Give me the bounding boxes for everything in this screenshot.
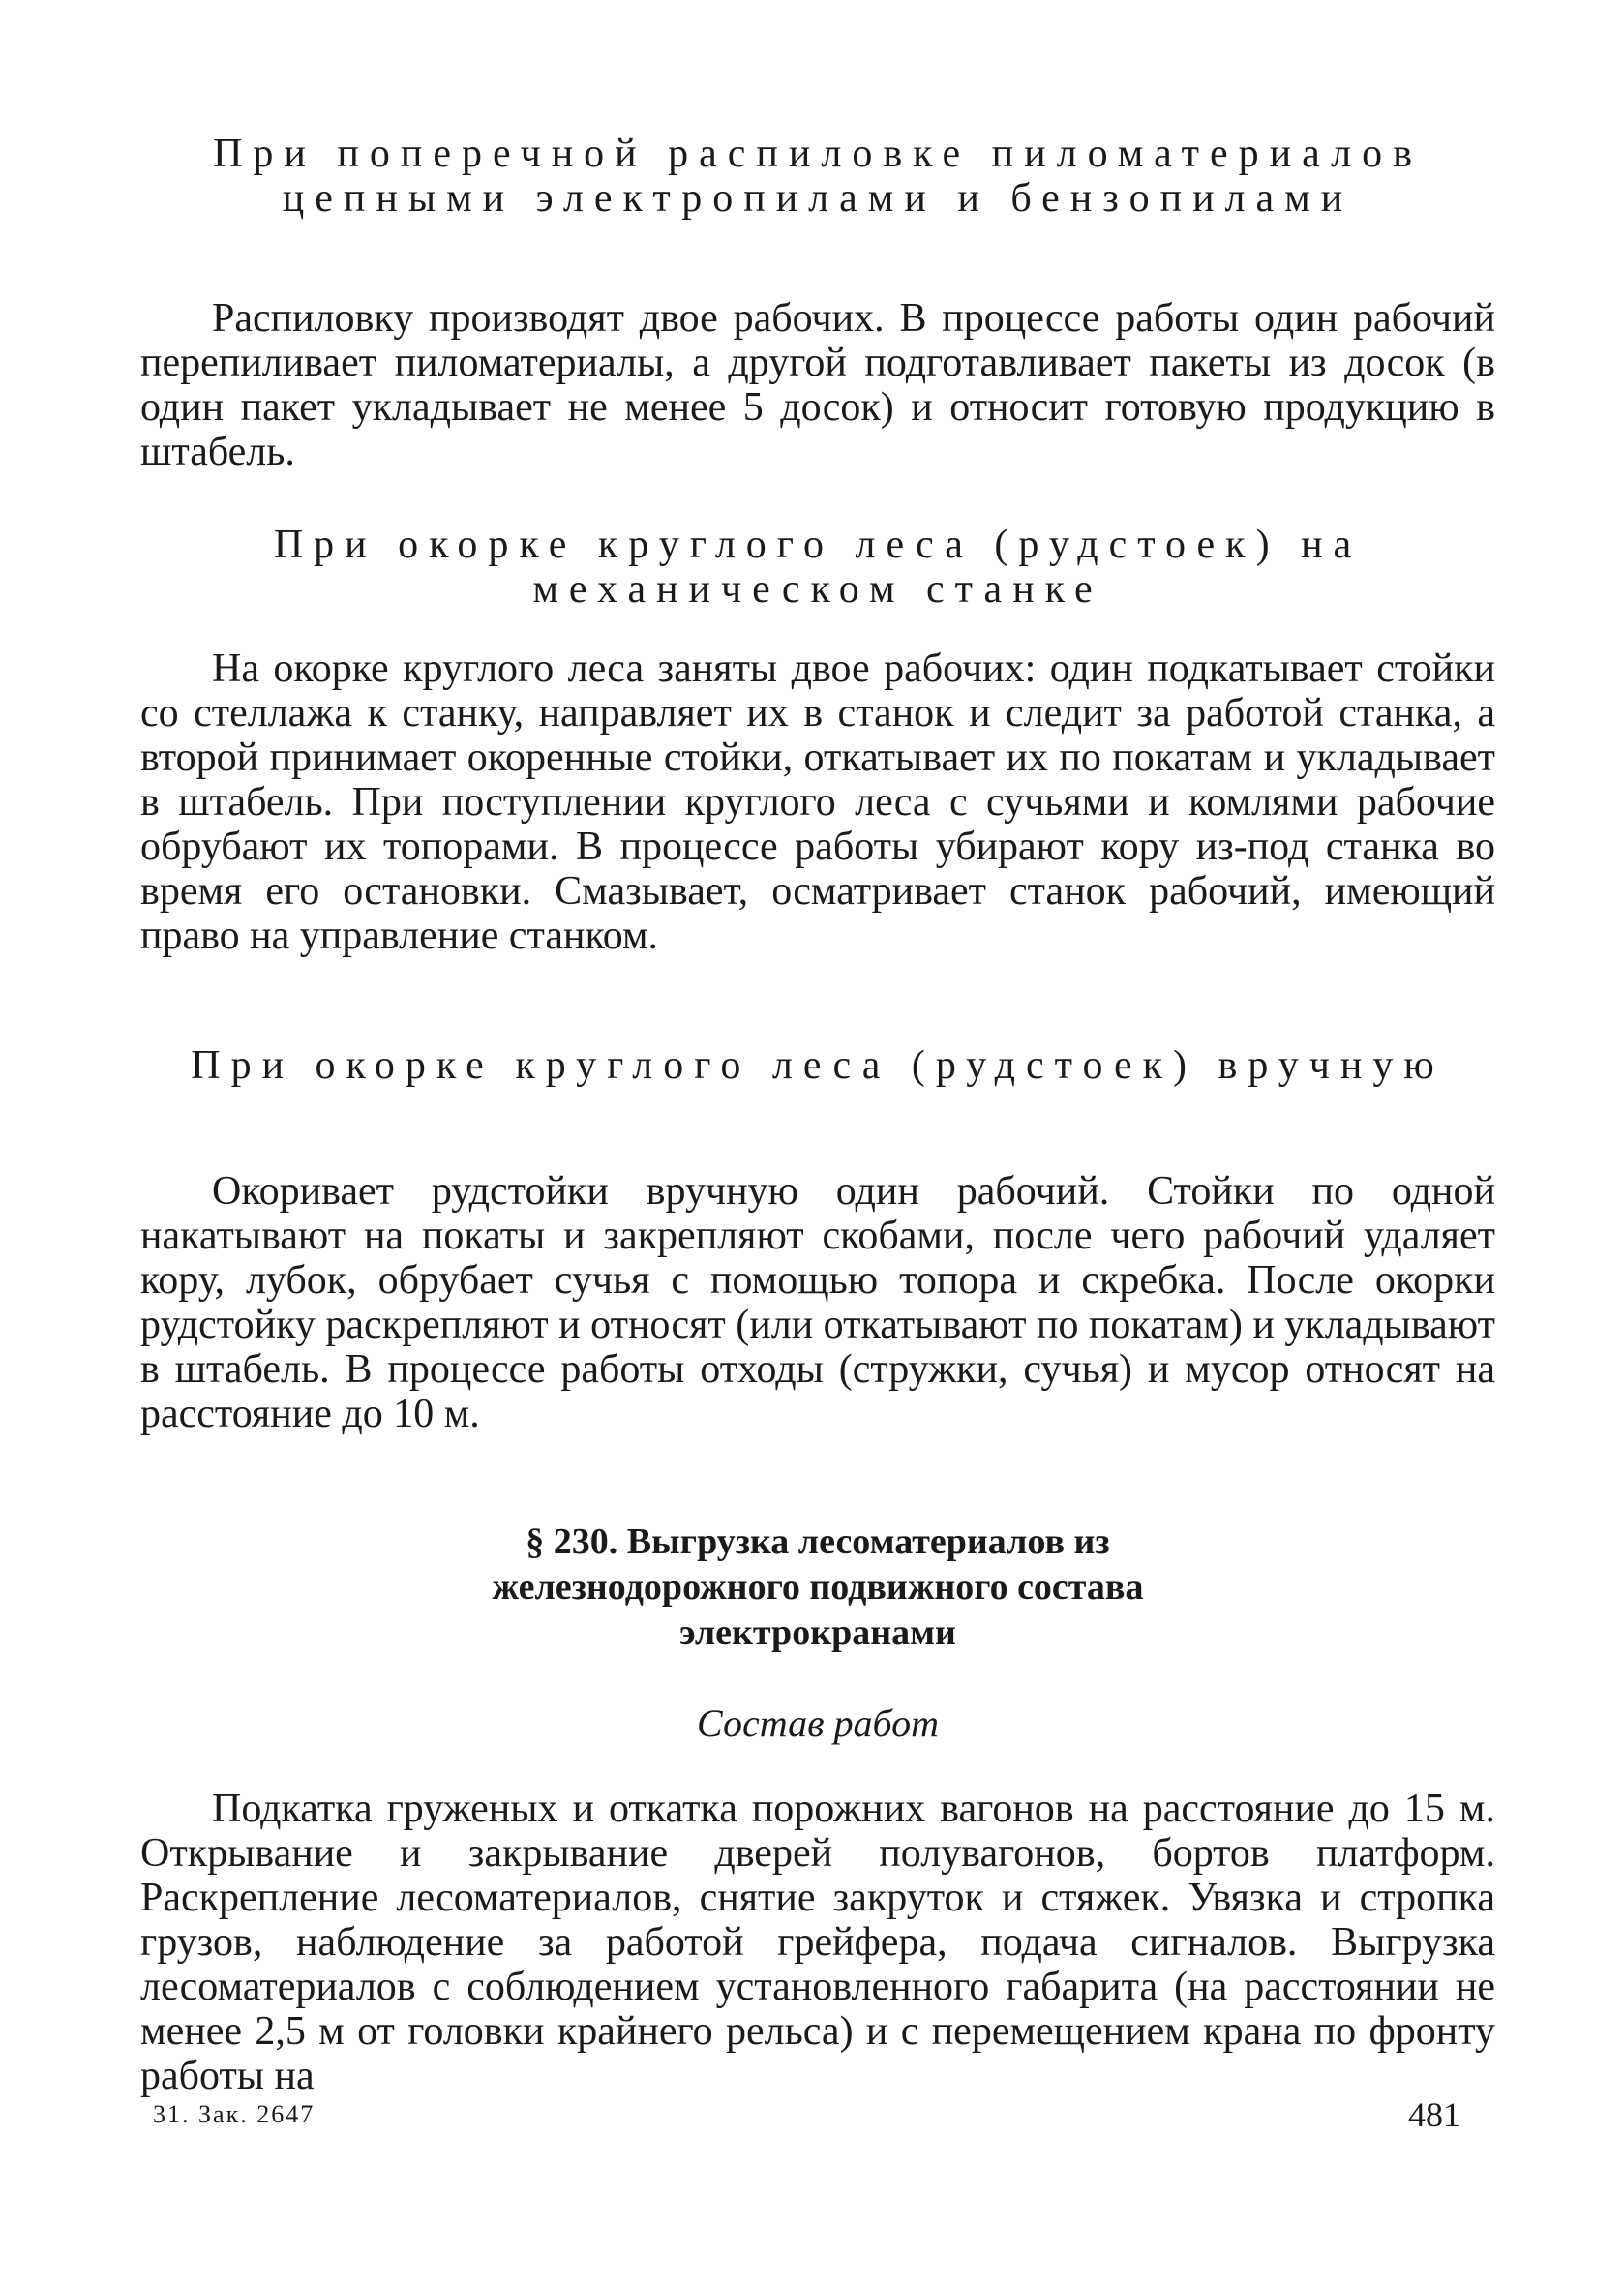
heading-mechanical-debarking: При окорке круглого леса (рудстоек) на механическом станке (273, 523, 1363, 612)
subheading-work-composition: Состав работ (697, 1701, 939, 1745)
page-number: 481 (1408, 2095, 1460, 2134)
heading-cross-sawing: При поперечной распиловке пиломатериалов цепными электропилами и бензопилами (213, 132, 1423, 221)
section-title: § 230. Выгрузка лесоматериалов из железнодорожного подвижного состава электрокранами (492, 1521, 1144, 1653)
printer-signature: 31. Зак. 2647 (153, 2100, 316, 2128)
paragraph-cross-sawing: Распиловку производят двое рабочих. В процессе работы один рабочий перепиливает пиломатериалы, а другой подготавливает пакеты из досок (в один пакет укладывает не менее 5 досок) и относит готовую продукцию в штабель. (140, 296, 1495, 474)
paragraph-mechanical-debarking: На окорке круглого леса заняты двое рабочих: один подкатывает стойки со стеллажа к станку, направляет их в станок и следит за работой станка, а второй принимает окоренные стойки, откатывает их по покатам и укладывает в штабель. При поступлении круглого леса с сучьями и комлями рабочие обрубают их топорами. В процессе работы убирают кору из-под станка во время его остановки. Смазывает, осматривает станок рабочий, имеющий право на управление станком. (140, 647, 1495, 958)
paragraph-manual-debarking: Окоривает рудстойки вручную один рабочий. Стойки по одной накатывают на покаты и закрепляют скобами, после чего рабочий удаляет кору, лубок, обрубает сучья с помощью топора и скребка. После окорки рудстойку раскрепляют и относят (или откатывают по покатам) и укладывают в штабель. В процессе работы отходы (стружки, сучья) и мусор относят на расстояние до 10 м. (140, 1169, 1495, 1436)
heading-manual-debarking: При окорке круглого леса (рудстоек) вручную (191, 1043, 1445, 1088)
paragraph-work-composition: Подкатка груженых и откатка порожних вагонов на расстояние до 15 м. Открывание и закрывание дверей полувагонов, бортов платформ. Раскрепление лесоматериалов, снятие закруток и стяжек. Увязка и стропка грузов, наблюдение за работой грейфера, подача сигналов. Выгрузка лесоматериалов с соблюдением установленного габарита (на расстоянии не менее 2,5 м от головки крайнего рельса) и с перемещением крана по фронту работы на (140, 1787, 1495, 2098)
